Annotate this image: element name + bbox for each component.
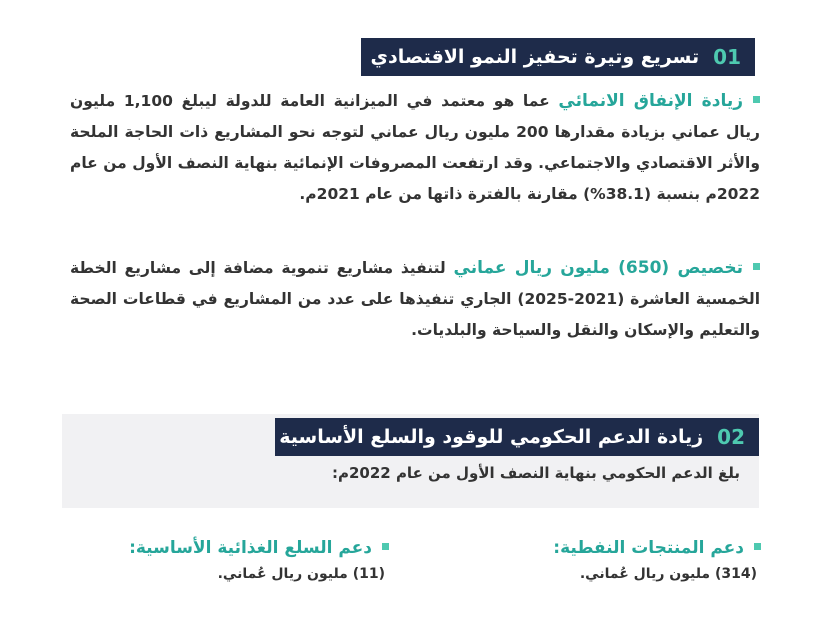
section-2-title: زيادة الدعم الحكومي للوقود والسلع الأساسية: [279, 426, 704, 448]
bullet-square-icon: [753, 96, 760, 103]
subsidy-oil-value: (314) مليون ريال عُماني.: [579, 566, 757, 582]
subsidy-food-value: (11) مليون ريال عُماني.: [217, 566, 385, 582]
bullet-square-icon: [382, 543, 389, 550]
bullet-1-highlight: زيادة الإنفاق الانمائي: [558, 91, 743, 111]
subsidy-oil-title: دعم المنتجات النفطية:: [553, 538, 744, 558]
bullet-square-icon: [754, 543, 761, 550]
subsidy-item-food: [89, 534, 389, 582]
section-2-header: [275, 418, 759, 456]
section-1-bullet-1: [70, 86, 760, 210]
section-1-title: تسريع وتيرة تحفيز النمو الاقتصادي: [370, 46, 700, 68]
section-2-number: 02: [717, 425, 745, 449]
bullet-1-text: عما هو معتمد في الميزانية العامة للدولة ليبلغ 1,100 مليون ريال عماني بزيادة مقدارها 200 مليون ريال عماني لتوجه نحو المشاريع ذات الحاجة الملحة والأثر الاقتصادي والاجتماعي. وقد ارتفعت المصروفات الإنمائية بنهاية النصف الأول من عام 2022م بنسبة (38.1%) مقارنة بالفترة ذاتها من عام 2021م.: [70, 92, 760, 203]
bullet-square-icon: [753, 263, 760, 270]
bullet-2-text: لتنفيذ مشاريع تنموية مضافة إلى مشاريع الخطة الخمسية العاشرة (2021-2025) الجاري تنفيذها على عدد من المشاريع في قطاعات الصحة والتعليم والإسكان والنقل والسياحة والبلديات.: [70, 259, 761, 339]
section-2-subtitle: بلغ الدعم الحكومي بنهاية النصف الأول من عام 2022م:: [331, 464, 740, 482]
section-1-bullet-2: [70, 253, 760, 346]
section-1-number: 01: [713, 45, 741, 69]
subsidy-food-title: دعم السلع الغذائية الأساسية:: [129, 538, 372, 558]
bullet-2-highlight: تخصيص (650) مليون ريال عماني: [453, 258, 743, 278]
section-1-header: [361, 38, 755, 76]
subsidy-item-oil: [501, 534, 761, 582]
